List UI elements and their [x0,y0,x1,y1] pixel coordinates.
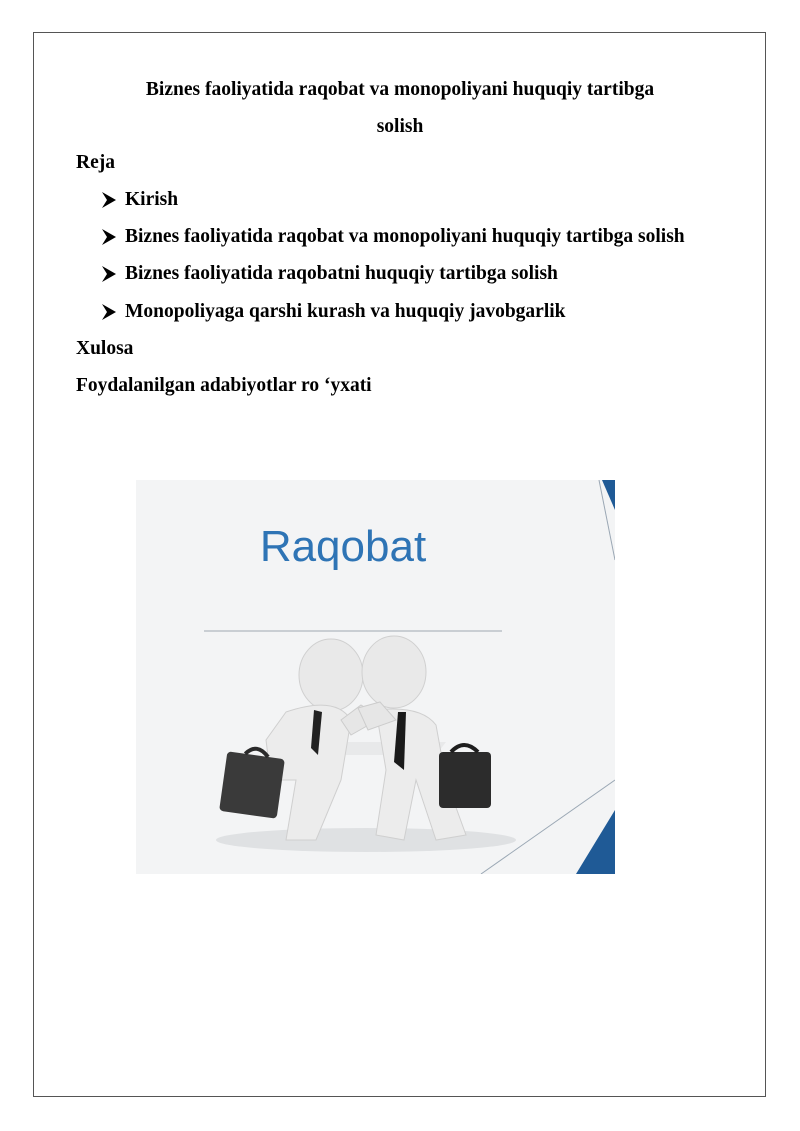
conclusion-heading: Xulosa [76,338,134,359]
arrow-bullet-icon [100,265,118,283]
plan-item-label: Kirish [125,188,179,210]
arrow-bullet-icon [100,228,118,246]
plan-heading: Reja [76,152,115,173]
title-line-2: solish [376,116,424,137]
right-briefcase [439,752,491,808]
plan-list [100,181,685,330]
illustration-caption: Raqobat [259,522,427,571]
plan-item-label: Biznes faoliyatida raqobatni huquqiy tartibga solish [125,263,558,285]
plan-item [100,256,685,293]
title-line-1: Biznes faoliyatida raqobat va monopoliyani huquqiy tartibga [145,79,655,100]
arrow-bullet-icon [100,303,118,321]
plan-item [100,181,685,218]
references-heading: Foydalanilgan adabiyotlar ro ‘yxati [76,375,372,396]
floor-shadow [216,828,516,852]
document-title [100,71,700,145]
arrow-bullet-icon [100,191,118,209]
plan-item-label: Biznes faoliyatida raqobat va monopoliyani huquqiy tartibga solish [125,225,685,247]
competition-illustration [136,480,615,874]
plan-item-label: Monopoliyaga qarshi kurash va huquqiy javobgarlik [125,300,566,322]
plan-item [100,218,685,255]
plan-item [100,293,685,330]
left-briefcase [219,751,285,818]
